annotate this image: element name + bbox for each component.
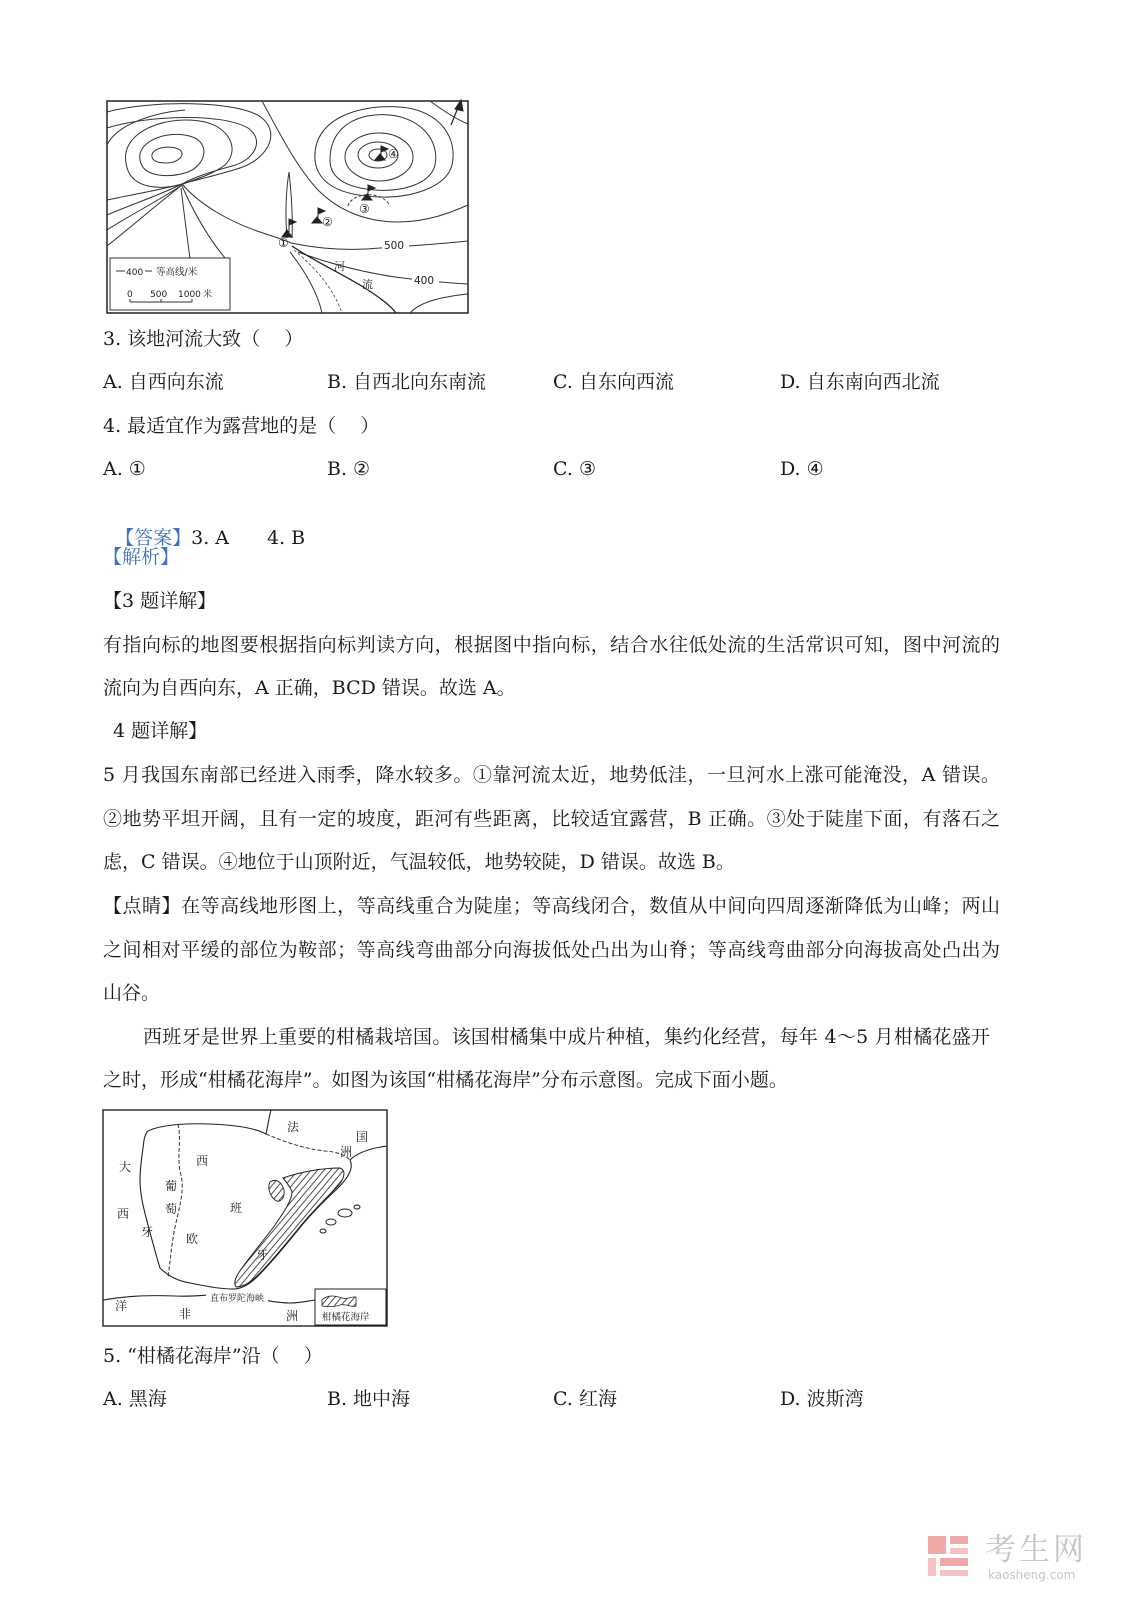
scale-label-500: 500 [150,290,168,300]
intro-line: 西班牙是世界上重要的柑橘栽培国。该国柑橘集中成片种植，集约化经营，每年 4～5 月柑橘花盛开 [143,1026,990,1048]
question-3-option-a: A. 自西向东流 [103,371,224,393]
question-5-option-a: A. 黑海 [103,1388,167,1410]
map-label: 洲 [339,1145,353,1159]
spot-label-3: ③ [359,202,370,216]
answer-item: 3. A [191,527,229,549]
question-5-stem: 5. “柑橘花海岸”沿（ ） [103,1345,323,1367]
question-4-option-a: A. ① [103,458,146,480]
spot-label-4: ④ [388,147,399,161]
map-label: 葡 [164,1179,178,1193]
legend-text: 柑橘花海岸 [322,1312,370,1323]
detail-4-line: ②地势平坦开阔，且有一定的坡度，距河有些距离，比较适宜露营，B 正确。③处于陡崖下面，有落石之 [103,808,1000,830]
watermark-logo-icon [926,1534,972,1580]
scale-unit: 米 [203,290,213,300]
map-label: 洋 [114,1299,128,1313]
river-label-he: 河 [334,260,345,273]
question-3-option-d: D. 自东南向西北流 [780,371,940,393]
watermark-name: 考生网 [985,1532,1087,1568]
map-label: 洲 [285,1309,299,1323]
map2-legend [315,1289,386,1325]
map-label: 欧 [185,1232,199,1246]
map-label: 大 [118,1160,132,1174]
answer-line [103,502,305,550]
scale-label-1000: 1000 [178,290,201,300]
map-label: 牙 [140,1225,154,1239]
map-label: 西 [116,1207,130,1221]
detail-4-title: 4 题详解】 [113,720,208,742]
map-label: 非 [178,1307,192,1321]
spot-label-1: ① [278,236,289,250]
map1-legend [110,258,230,310]
detail-4-line: 虑，C 错误。④地位于山顶附近，气温较低，地势较陡，D 错误。故选 B。 [103,851,735,873]
question-4-option-b: B. ② [327,458,371,480]
map-label: 牙 [255,1248,269,1262]
legend-swatch [322,1296,356,1307]
contour-label-400: 400 [414,275,435,287]
watermark-url: kaosheng.com [988,1568,1076,1582]
map-label: 国 [355,1130,369,1144]
question-5-option-c: C. 红海 [553,1388,617,1410]
question-3-stem: 3. 该地河流大致（ ） [103,328,304,350]
river-label-liu: 流 [362,278,373,291]
detail-3-line: 有指向标的地图要根据指向标判读方向，根据图中指向标，结合水往低处流的生活常识可知，图中河流的 [103,634,1000,656]
detail-4-line: 5 月我国东南部已经进入雨季，降水较多。①靠河流太近，地势低洼，一旦河水上涨可能淹没，A 错误。 [103,764,1000,786]
tip-line: 之间相对平缓的部位为鞍部；等高线弯曲部分向海拔低处凸出为山脊；等高线弯曲部分向海拔高处凸出为 [103,939,1000,961]
strait-label: 直布罗陀海峡 [209,1294,265,1304]
map-label: 班 [229,1201,243,1215]
legend-contour-text: 等高线/米 [156,267,198,278]
map-label: 法 [286,1120,300,1134]
contour-map [103,95,475,317]
spot-label-2: ② [322,215,333,229]
question-4-stem: 4. 最适宜作为露营地的是（ ） [103,415,380,437]
detail-3-line: 流向为自西向东，A 正确，BCD 错误。故选 A。 [103,677,516,699]
question-3-option-b: B. 自西北向东南流 [327,371,487,393]
question-5-option-b: B. 地中海 [327,1388,411,1410]
question-4-option-c: C. ③ [553,458,596,480]
tip-line: 山谷。 [103,982,161,1004]
scale-label-0: 0 [127,290,133,300]
question-3-option-c: C. 自东向西流 [553,371,674,393]
map-label: 萄 [164,1202,178,1216]
tip-line: 【点睛】在等高线地形图上，等高线重合为陡崖；等高线闭合，数值从中间向四周逐渐降低为山峰；两山 [103,895,1000,917]
question-4-option-d: D. ④ [780,458,824,480]
spain-citrus-map [100,1106,390,1330]
analysis-label: 【解析】 [103,546,180,568]
answer-item: 4. B [267,527,306,549]
question-5-option-d: D. 波斯湾 [780,1388,864,1410]
intro-line: 之时，形成“柑橘花海岸”。如图为该国“柑橘花海岸”分布示意图。完成下面小题。 [103,1069,788,1091]
contour-label-500: 500 [384,240,405,252]
map-label: 西 [195,1154,209,1168]
answer-label: 【答案】 [115,527,192,549]
legend-contour-value: 400 [126,268,144,278]
detail-3-title: 【3 题详解】 [103,590,217,612]
